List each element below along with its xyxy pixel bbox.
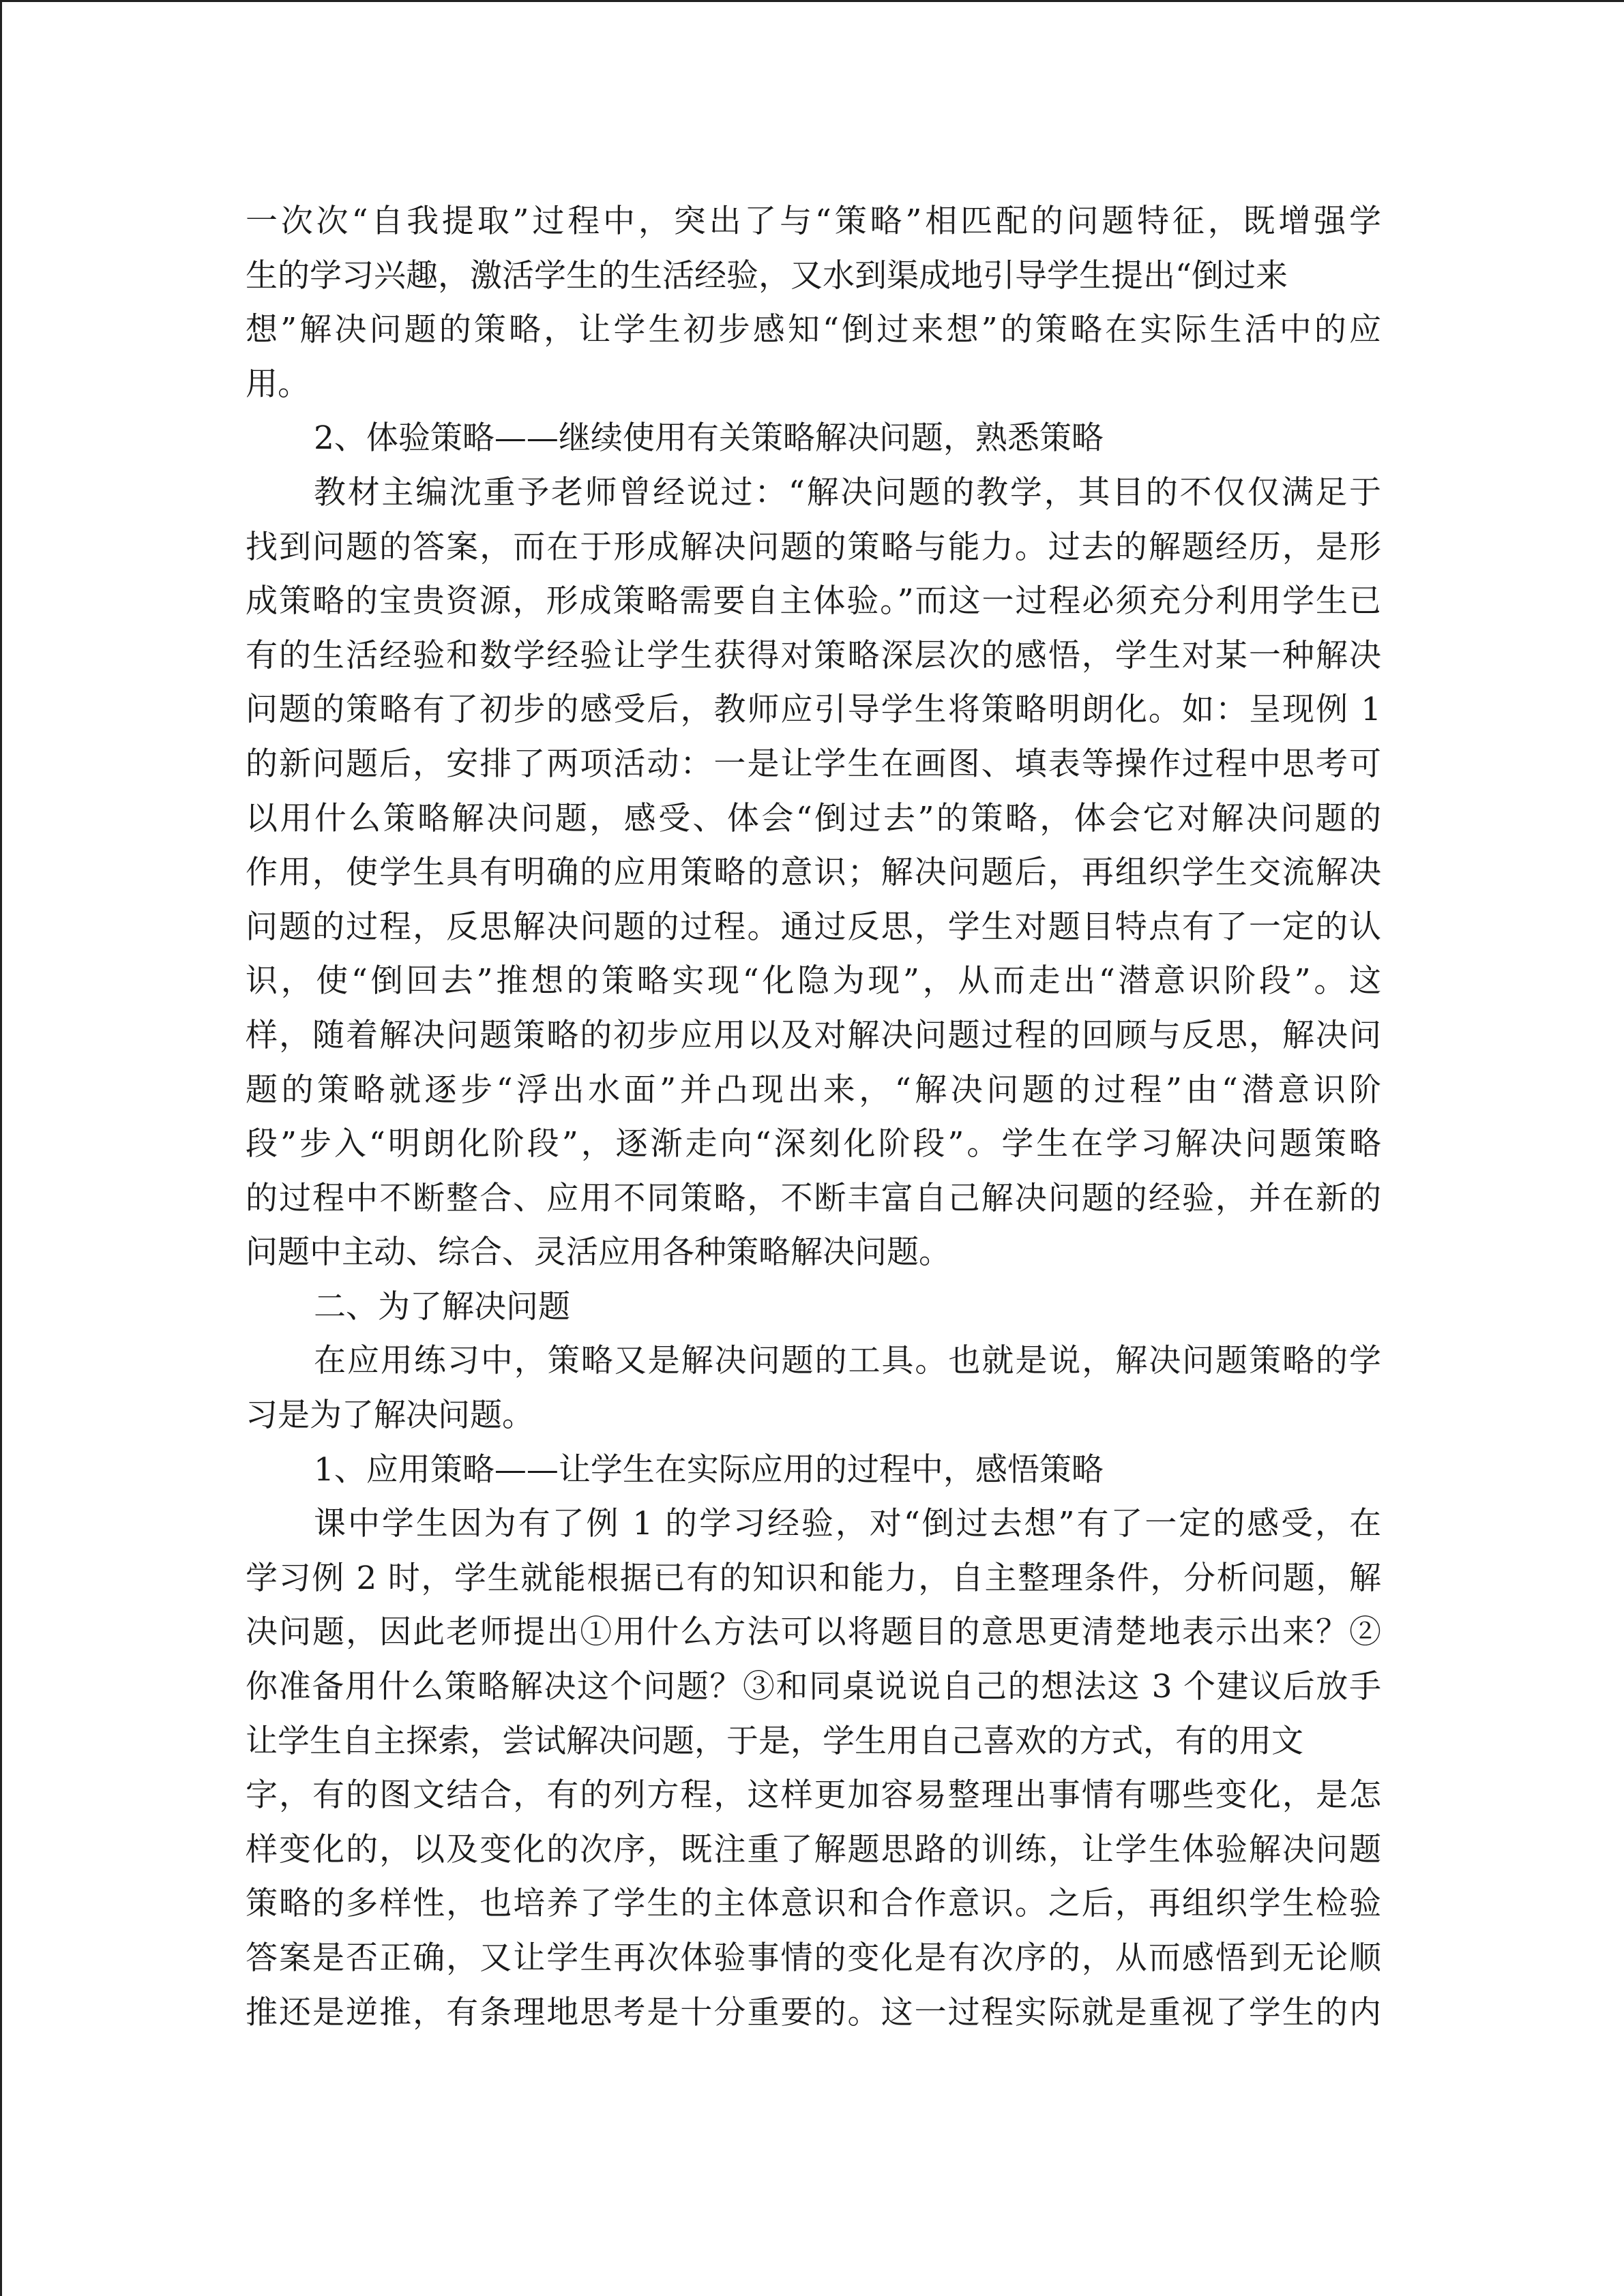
text-line: 让学生自主探索，尝试解决问题，于是，学生用自己喜欢的方式，有的用文 — [246, 1722, 1303, 1760]
paragraph-first-line: 二、为了解决问题 — [314, 1287, 570, 1326]
paragraph-first-line: 课中学生因为有了例 1 的学习经验，对“倒过去想”有了一定的感受，在 — [314, 1505, 1381, 1543]
text-line: 以用什么策略解决问题，感受、体会“倒过去”的策略，体会它对解决问题的 — [246, 799, 1381, 837]
text-line: 成策略的宝贵资源，形成策略需要自主体验。”而这一过程必须充分利用学生已 — [246, 582, 1381, 621]
text-line: 问题的策略有了初步的感受后，教师应引导学生将策略明朗化。如：呈现例 1 — [246, 691, 1381, 729]
text-line: 段”步入“明朗化阶段”，逐渐走向“深刻化阶段”。学生在学习解决问题策略 — [246, 1125, 1381, 1163]
text-line: 问题中主动、综合、灵活应用各种策略解决问题。 — [246, 1234, 951, 1272]
paragraph-first-line: 教材主编沈重予老师曾经说过：“解决问题的教学，其目的不仅仅满足于 — [314, 473, 1381, 511]
text-line: 习是为了解决问题。 — [246, 1397, 534, 1435]
text-line: 找到问题的答案，而在于形成解决问题的策略与能力。过去的解题经历，是形 — [246, 528, 1381, 566]
text-line: 生的学习兴趣，激活学生的生活经验，又水到渠成地引导学生提出“倒过来 — [246, 256, 1288, 295]
text-line: 字，有的图文结合，有的列方程，这样更加容易整理出事情有哪些变化，是怎 — [246, 1776, 1381, 1815]
text-line: 你准备用什么策略解决这个问题？③和同桌说说自己的想法这 3 个建议后放手 — [246, 1668, 1381, 1706]
text-line: 答案是否正确，又让学生再次体验事情的变化是有次序的，从而感悟到无论顺 — [246, 1939, 1381, 1977]
text-line: 想”解决问题的策略，让学生初步感知“倒过来想”的策略在实际生活中的应 — [246, 311, 1381, 349]
paragraph-first-line: 在应用练习中，策略又是解决问题的工具。也就是说，解决问题策略的学 — [314, 1342, 1381, 1380]
text-line: 样变化的，以及变化的次序，既注重了解题思路的训练，让学生体验解决问题 — [246, 1830, 1381, 1868]
text-line: 推还是逆推，有条理地思考是十分重要的。这一过程实际就是重视了学生的内 — [246, 1993, 1381, 2031]
text-line: 决问题，因此老师提出①用什么方法可以将题目的意思更清楚地表示出来？② — [246, 1613, 1381, 1652]
text-line: 学习例 2 时，学生就能根据已有的知识和能力，自主整理条件，分析问题，解 — [246, 1559, 1381, 1597]
text-line: 作用，使学生具有明确的应用策略的意识；解决问题后，再组织学生交流解决 — [246, 854, 1381, 892]
text-line: 题的策略就逐步“浮出水面”并凸现出来，“解决问题的过程”由“潜意识阶 — [246, 1071, 1381, 1109]
text-line: 问题的过程，反思解决问题的过程。通过反思，学生对题目特点有了一定的认 — [246, 908, 1381, 946]
text-line: 有的生活经验和数学经验让学生获得对策略深层次的感悟，学生对某一种解决 — [246, 636, 1381, 674]
text-line: 一次次“自我提取”过程中，突出了与“策略”相匹配的问题特征，既增强学 — [246, 203, 1381, 240]
text-line: 的过程中不断整合、应用不同策略，不断丰富自己解决问题的经验，并在新的 — [246, 1179, 1381, 1217]
text-line: 用。 — [246, 365, 310, 403]
paragraph-first-line: 2、体验策略——继续使用有关策略解决问题，熟悉策略 — [314, 419, 1104, 458]
text-line: 识，使“倒回去”推想的策略实现“化隐为现”，从而走出“潜意识阶段”。这 — [246, 962, 1381, 1000]
document-body — [246, 194, 1381, 2040]
text-line: 策略的多样性，也培养了学生的主体意识和合作意识。之后，再组织学生检验 — [246, 1885, 1381, 1923]
text-line: 的新问题后，安排了两项活动：一是让学生在画图、填表等操作过程中思考可 — [246, 745, 1381, 783]
text-line: 样，随着解决问题策略的初步应用以及对解决问题过程的回顾与反思，解决问 — [246, 1016, 1381, 1054]
paragraph-first-line: 1、应用策略——让学生在实际应用的过程中，感悟策略 — [314, 1450, 1104, 1489]
